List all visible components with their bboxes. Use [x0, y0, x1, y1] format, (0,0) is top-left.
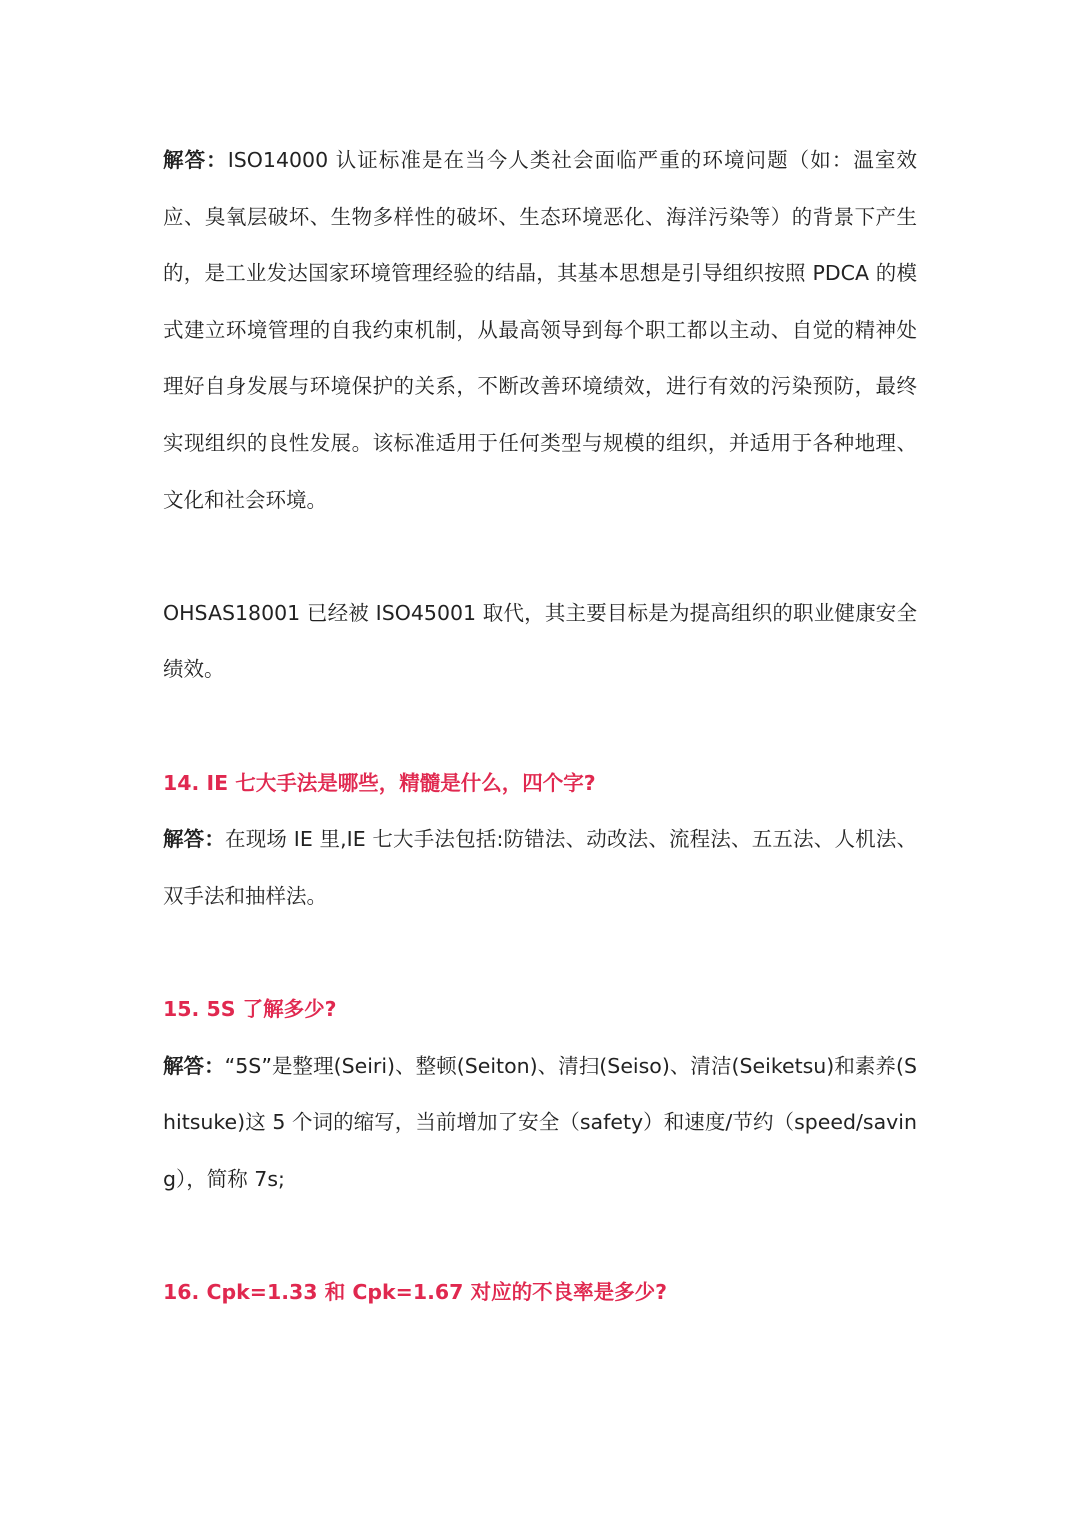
question-16-heading: 16. Cpk=1.33 和 Cpk=1.67 对应的不良率是多少? — [163, 1279, 667, 1304]
answer-label: 解答： — [163, 148, 228, 172]
spacer — [163, 698, 917, 755]
ohsas-note-paragraph: OHSAS18001 已经被 ISO45001 取代，其主要目标是为提高组织的职业健康安全绩效。 — [163, 600, 917, 682]
spacer — [163, 924, 917, 981]
question-14-heading: 14. IE 七大手法是哪些，精髓是什么，四个字? — [163, 770, 596, 795]
answer-13-paragraph — [163, 132, 917, 528]
question-15-heading: 15. 5S 了解多少? — [163, 996, 337, 1021]
answer-13-text: ISO14000 认证标准是在当今人类社会面临严重的环境问题（如：温室效应、臭氧层破坏、生物多样性的破坏、生态环境恶化、海洋污染等）的背景下产生的，是工业发达国家环境管理经验的结晶，其基本思想是引导组织按照 PDCA 的模式建立环境管理的自我约束机制，从最高领导到每个职工都以主动、自觉的精神处理好自身发展与环境保护的关系，不断改善环境绩效，进行有效的污染预防，最终实现组织的良性发展。该标准适用于任何类型与规模的组织，并适用于各种地理、文化和社会环境。 — [163, 148, 917, 512]
answer-label: 解答： — [163, 827, 226, 852]
document-page — [163, 132, 917, 1320]
spacer — [163, 528, 917, 585]
spacer — [163, 1207, 917, 1264]
answer-14-paragraph — [163, 811, 917, 924]
answer-15-text: “5S”是整理(Seiri)、整顿(Seiton)、清扫(Seiso)、清洁(Seiketsu)和素养(Shitsuke)这 5 个词的缩写，当前增加了安全（safety）和速度/节约（speed/saving），简称 7s; — [163, 1053, 917, 1191]
answer-14-text: 在现场 IE 里,IE 七大手法包括:防错法、动改法、流程法、五五法、人机法、双手法和抽样法。 — [163, 827, 918, 908]
answer-label: 解答： — [163, 1053, 225, 1078]
answer-15-paragraph — [163, 1038, 917, 1208]
